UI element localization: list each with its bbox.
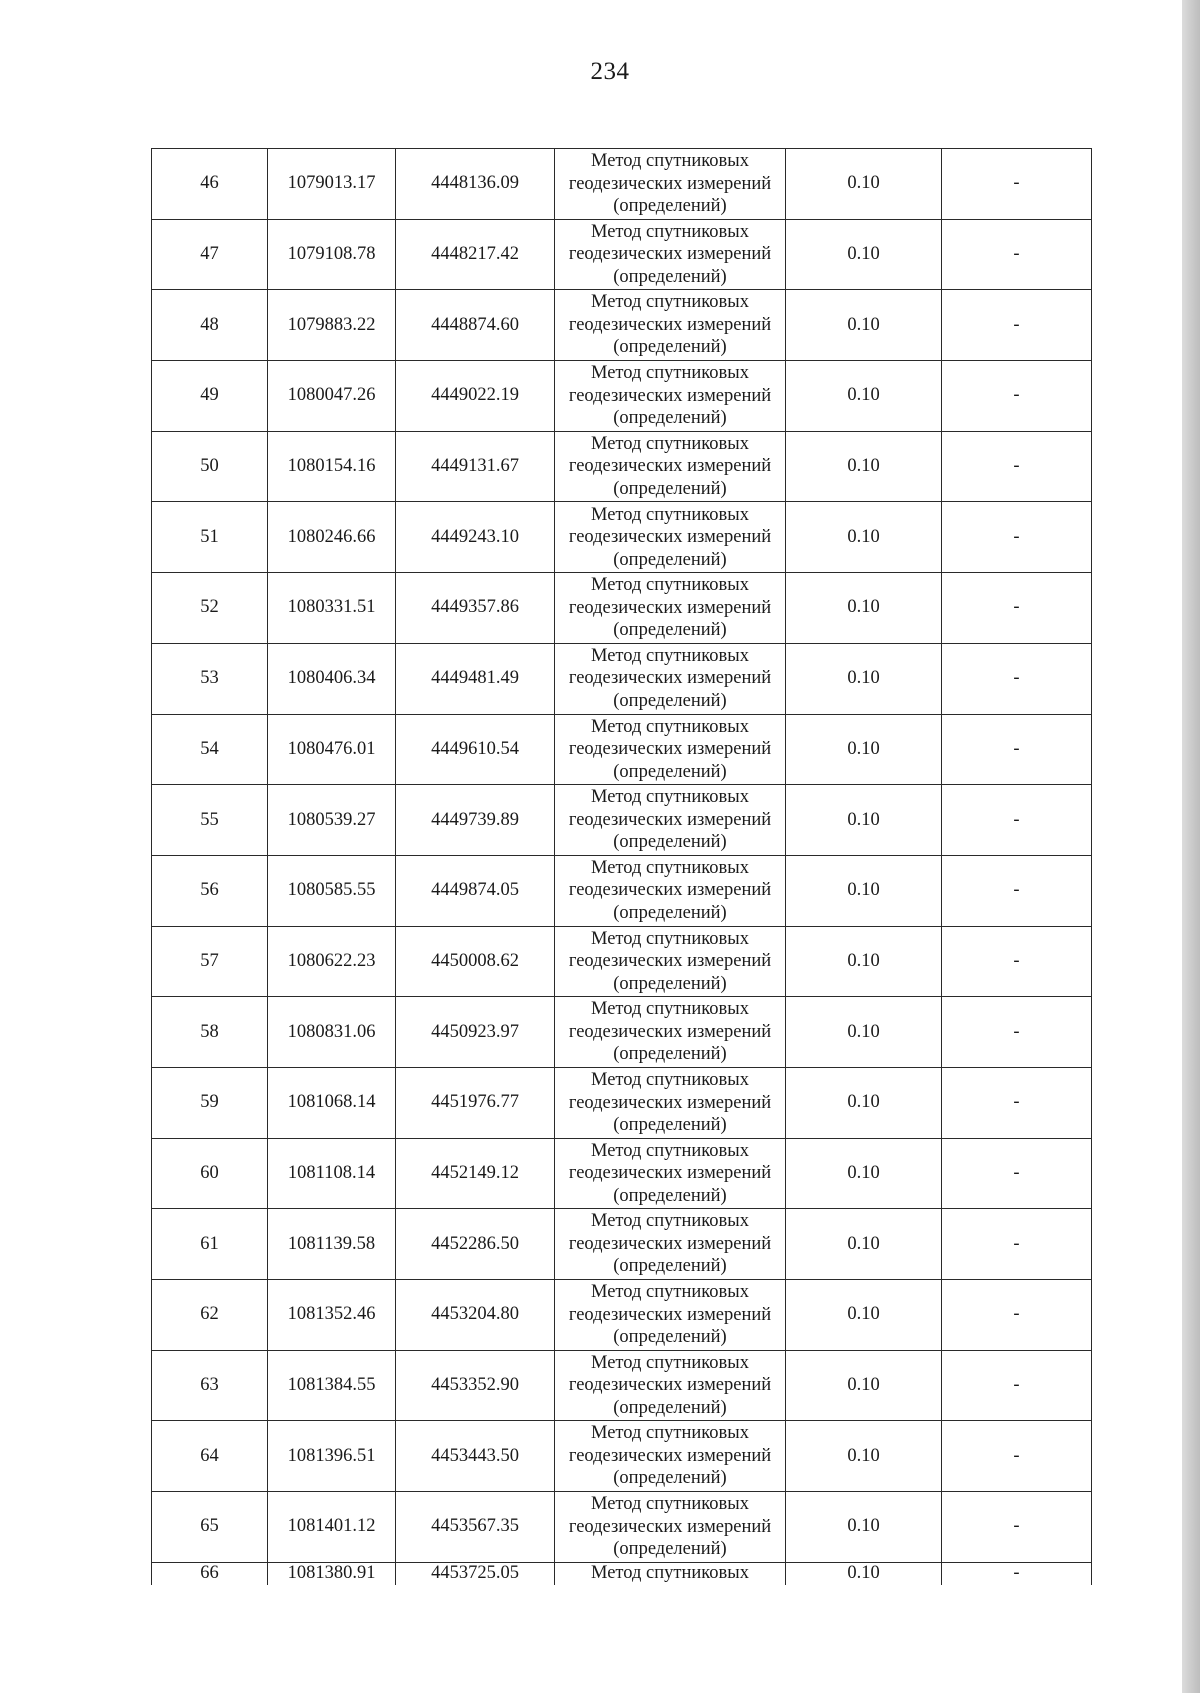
method-line: геодезических измерений xyxy=(568,1021,772,1042)
description-cell: - xyxy=(942,219,1092,290)
method-cell: Метод спутниковых xyxy=(555,1562,786,1585)
method-cell xyxy=(555,361,786,432)
table-row xyxy=(152,431,1092,502)
accuracy-cell: 0.10 xyxy=(786,431,942,502)
point-number-cell: 66 xyxy=(152,1562,268,1585)
method-cell xyxy=(555,1209,786,1280)
point-number-cell: 57 xyxy=(152,926,268,997)
method-line: (определений) xyxy=(613,1185,727,1206)
point-number-cell: 46 xyxy=(152,149,268,220)
method-line: геодезических измерений xyxy=(568,244,772,265)
method-line: (определений) xyxy=(613,478,727,499)
description-cell: - xyxy=(942,1138,1092,1209)
y-coordinate-cell: 4452149.12 xyxy=(396,1138,555,1209)
method-line: геодезических измерений xyxy=(568,668,772,689)
description-cell: - xyxy=(942,714,1092,785)
method-line: геодезических измерений xyxy=(568,951,772,972)
point-number-cell: 53 xyxy=(152,643,268,714)
y-coordinate-cell: 4448874.60 xyxy=(396,290,555,361)
point-number-cell: 51 xyxy=(152,502,268,573)
point-number-cell: 55 xyxy=(152,785,268,856)
method-line: (определений) xyxy=(613,549,727,570)
point-number-cell: 50 xyxy=(152,431,268,502)
method-line: (определений) xyxy=(613,408,727,429)
y-coordinate-cell: 4450923.97 xyxy=(396,997,555,1068)
method-line: Метод спутниковых xyxy=(591,363,749,384)
method-line: геодезических измерений xyxy=(568,385,772,406)
method-line: геодезических измерений xyxy=(568,1516,772,1537)
x-coordinate-cell: 1081352.46 xyxy=(268,1280,396,1351)
x-coordinate-cell: 1080622.23 xyxy=(268,926,396,997)
method-line: Метод спутниковых xyxy=(591,1423,749,1444)
method-cell xyxy=(555,1067,786,1138)
point-number-cell: 48 xyxy=(152,290,268,361)
accuracy-cell: 0.10 xyxy=(786,714,942,785)
method-line: Метод спутниковых xyxy=(591,575,749,596)
table-row xyxy=(152,1209,1092,1280)
description-cell: - xyxy=(942,785,1092,856)
point-number-cell: 61 xyxy=(152,1209,268,1280)
y-coordinate-cell: 4449874.05 xyxy=(396,855,555,926)
y-coordinate-cell: 4449739.89 xyxy=(396,785,555,856)
accuracy-cell: 0.10 xyxy=(786,573,942,644)
accuracy-cell: 0.10 xyxy=(786,361,942,432)
method-line: Метод спутниковых xyxy=(591,1282,749,1303)
method-cell xyxy=(555,431,786,502)
table-row xyxy=(152,1492,1092,1563)
accuracy-cell: 0.10 xyxy=(786,1280,942,1351)
point-number-cell: 52 xyxy=(152,573,268,644)
description-cell: - xyxy=(942,1350,1092,1421)
method-line: (определений) xyxy=(613,620,727,641)
table-row xyxy=(152,1350,1092,1421)
table-row xyxy=(152,855,1092,926)
method-line: (определений) xyxy=(613,832,727,853)
method-cell xyxy=(555,926,786,997)
x-coordinate-cell: 1079108.78 xyxy=(268,219,396,290)
description-cell: - xyxy=(942,1280,1092,1351)
point-number-cell: 62 xyxy=(152,1280,268,1351)
method-line: (определений) xyxy=(613,1539,727,1560)
method-line: геодезических измерений xyxy=(568,880,772,901)
method-line: Метод спутниковых xyxy=(591,151,749,172)
table-row xyxy=(152,1280,1092,1351)
method-cell xyxy=(555,1492,786,1563)
page-number: 234 xyxy=(590,58,630,85)
x-coordinate-cell: 1080331.51 xyxy=(268,573,396,644)
method-line: геодезических измерений xyxy=(568,456,772,477)
table-row xyxy=(152,1138,1092,1209)
accuracy-cell: 0.10 xyxy=(786,997,942,1068)
method-line: Метод спутниковых xyxy=(591,999,749,1020)
accuracy-cell: 0.10 xyxy=(786,1492,942,1563)
method-line: геодезических измерений xyxy=(568,1375,772,1396)
x-coordinate-cell: 1080476.01 xyxy=(268,714,396,785)
method-cell xyxy=(555,785,786,856)
method-cell xyxy=(555,573,786,644)
coordinates-table-body xyxy=(152,149,1092,1585)
y-coordinate-cell: 4449610.54 xyxy=(396,714,555,785)
accuracy-cell: 0.10 xyxy=(786,219,942,290)
method-line: Метод спутниковых xyxy=(591,221,749,242)
description-cell: - xyxy=(942,1067,1092,1138)
description-cell: - xyxy=(942,573,1092,644)
accuracy-cell: 0.10 xyxy=(786,926,942,997)
point-number-cell: 65 xyxy=(152,1492,268,1563)
description-cell: - xyxy=(942,290,1092,361)
point-number-cell: 60 xyxy=(152,1138,268,1209)
table-row xyxy=(152,502,1092,573)
x-coordinate-cell: 1080406.34 xyxy=(268,643,396,714)
y-coordinate-cell: 4450008.62 xyxy=(396,926,555,997)
method-line: (определений) xyxy=(613,1115,727,1136)
y-coordinate-cell: 4449481.49 xyxy=(396,643,555,714)
method-cell xyxy=(555,149,786,220)
x-coordinate-cell: 1081401.12 xyxy=(268,1492,396,1563)
accuracy-cell: 0.10 xyxy=(786,1138,942,1209)
method-line: (определений) xyxy=(613,761,727,782)
y-coordinate-cell: 4449357.86 xyxy=(396,573,555,644)
x-coordinate-cell: 1081380.91 xyxy=(268,1562,396,1585)
method-line: (определений) xyxy=(613,1468,727,1489)
x-coordinate-cell: 1080585.55 xyxy=(268,855,396,926)
method-line: Метод спутниковых xyxy=(591,433,749,454)
description-cell: - xyxy=(942,855,1092,926)
method-cell xyxy=(555,714,786,785)
method-cell xyxy=(555,1280,786,1351)
method-line: Метод спутниковых xyxy=(591,1352,749,1373)
method-line: (определений) xyxy=(613,1397,727,1418)
accuracy-cell: 0.10 xyxy=(786,290,942,361)
method-line: (определений) xyxy=(613,337,727,358)
method-line: (определений) xyxy=(613,1256,727,1277)
x-coordinate-cell: 1079883.22 xyxy=(268,290,396,361)
accuracy-cell: 0.10 xyxy=(786,502,942,573)
accuracy-cell: 0.10 xyxy=(786,855,942,926)
method-line: Метод спутниковых xyxy=(591,1140,749,1161)
method-cell xyxy=(555,643,786,714)
y-coordinate-cell: 4452286.50 xyxy=(396,1209,555,1280)
x-coordinate-cell: 1080154.16 xyxy=(268,431,396,502)
table-row xyxy=(152,573,1092,644)
y-coordinate-cell: 4453567.35 xyxy=(396,1492,555,1563)
point-number-cell: 47 xyxy=(152,219,268,290)
method-line: (определений) xyxy=(613,196,727,217)
table-row xyxy=(152,997,1092,1068)
method-line: Метод спутниковых xyxy=(591,857,749,878)
y-coordinate-cell: 4449022.19 xyxy=(396,361,555,432)
x-coordinate-cell: 1081068.14 xyxy=(268,1067,396,1138)
x-coordinate-cell: 1079013.17 xyxy=(268,149,396,220)
description-cell: - xyxy=(942,502,1092,573)
y-coordinate-cell: 4448217.42 xyxy=(396,219,555,290)
x-coordinate-cell: 1081396.51 xyxy=(268,1421,396,1492)
y-coordinate-cell: 4449131.67 xyxy=(396,431,555,502)
accuracy-cell: 0.10 xyxy=(786,1421,942,1492)
accuracy-cell: 0.10 xyxy=(786,1209,942,1280)
x-coordinate-cell: 1081139.58 xyxy=(268,1209,396,1280)
method-cell xyxy=(555,290,786,361)
method-line: Метод спутниковых xyxy=(591,787,749,808)
accuracy-cell: 0.10 xyxy=(786,785,942,856)
point-number-cell: 58 xyxy=(152,997,268,1068)
x-coordinate-cell: 1080246.66 xyxy=(268,502,396,573)
table-row xyxy=(152,643,1092,714)
y-coordinate-cell: 4448136.09 xyxy=(396,149,555,220)
method-line: геодезических измерений xyxy=(568,739,772,760)
method-line: (определений) xyxy=(613,1327,727,1348)
coordinates-table xyxy=(151,148,1092,1585)
point-number-cell: 63 xyxy=(152,1350,268,1421)
table-row xyxy=(152,1421,1092,1492)
scan-page-edge xyxy=(1182,0,1200,1693)
y-coordinate-cell: 4451976.77 xyxy=(396,1067,555,1138)
table-row xyxy=(152,361,1092,432)
accuracy-cell: 0.10 xyxy=(786,643,942,714)
method-line: геодезических измерений xyxy=(568,314,772,335)
accuracy-cell: 0.10 xyxy=(786,1350,942,1421)
point-number-cell: 49 xyxy=(152,361,268,432)
method-line: Метод спутниковых xyxy=(591,928,749,949)
description-cell: - xyxy=(942,1421,1092,1492)
x-coordinate-cell: 1081108.14 xyxy=(268,1138,396,1209)
method-line: Метод спутниковых xyxy=(591,1211,749,1232)
description-cell: - xyxy=(942,361,1092,432)
method-line: Метод спутниковых xyxy=(591,716,749,737)
point-number-cell: 59 xyxy=(152,1067,268,1138)
method-line: геодезических измерений xyxy=(568,1304,772,1325)
table-row-partial xyxy=(152,1562,1092,1585)
point-number-cell: 56 xyxy=(152,855,268,926)
description-cell: - xyxy=(942,431,1092,502)
x-coordinate-cell: 1080831.06 xyxy=(268,997,396,1068)
method-cell xyxy=(555,1138,786,1209)
method-line: геодезических измерений xyxy=(568,809,772,830)
method-cell xyxy=(555,1350,786,1421)
description-cell: - xyxy=(942,1492,1092,1563)
method-line: Метод спутниковых xyxy=(591,1070,749,1091)
y-coordinate-cell: 4453352.90 xyxy=(396,1350,555,1421)
method-line: (определений) xyxy=(613,973,727,994)
description-cell: - xyxy=(942,997,1092,1068)
x-coordinate-cell: 1080539.27 xyxy=(268,785,396,856)
table-row xyxy=(152,149,1092,220)
point-number-cell: 54 xyxy=(152,714,268,785)
table-row xyxy=(152,1067,1092,1138)
method-line: геодезических измерений xyxy=(568,1233,772,1254)
method-line: (определений) xyxy=(613,690,727,711)
method-line: геодезических измерений xyxy=(568,1445,772,1466)
accuracy-cell: 0.10 xyxy=(786,149,942,220)
table-row xyxy=(152,714,1092,785)
method-line: геодезических измерений xyxy=(568,1092,772,1113)
method-line: Метод спутниковых xyxy=(591,292,749,313)
method-line: (определений) xyxy=(613,902,727,923)
x-coordinate-cell: 1081384.55 xyxy=(268,1350,396,1421)
table-row xyxy=(152,290,1092,361)
method-line: геодезических измерений xyxy=(568,173,772,194)
x-coordinate-cell: 1080047.26 xyxy=(268,361,396,432)
method-line: геодезических измерений xyxy=(568,597,772,618)
method-line: (определений) xyxy=(613,1044,727,1065)
method-cell xyxy=(555,997,786,1068)
method-line: (определений) xyxy=(613,266,727,287)
y-coordinate-cell: 4449243.10 xyxy=(396,502,555,573)
method-line: Метод спутниковых xyxy=(591,1494,749,1515)
accuracy-cell: 0.10 xyxy=(786,1067,942,1138)
point-number-cell: 64 xyxy=(152,1421,268,1492)
y-coordinate-cell: 4453204.80 xyxy=(396,1280,555,1351)
method-cell xyxy=(555,502,786,573)
description-cell: - xyxy=(942,149,1092,220)
method-line: геодезических измерений xyxy=(568,527,772,548)
method-line: геодезических измерений xyxy=(568,1163,772,1184)
method-line: Метод спутниковых xyxy=(591,645,749,666)
y-coordinate-cell: 4453443.50 xyxy=(396,1421,555,1492)
description-cell: - xyxy=(942,643,1092,714)
method-cell xyxy=(555,1421,786,1492)
table-row xyxy=(152,219,1092,290)
description-cell: - xyxy=(942,926,1092,997)
description-cell: - xyxy=(942,1562,1092,1585)
method-cell xyxy=(555,219,786,290)
table-row xyxy=(152,926,1092,997)
table-row xyxy=(152,785,1092,856)
method-line: Метод спутниковых xyxy=(591,504,749,525)
description-cell: - xyxy=(942,1209,1092,1280)
method-cell xyxy=(555,855,786,926)
y-coordinate-cell: 4453725.05 xyxy=(396,1562,555,1585)
accuracy-cell: 0.10 xyxy=(786,1562,942,1585)
